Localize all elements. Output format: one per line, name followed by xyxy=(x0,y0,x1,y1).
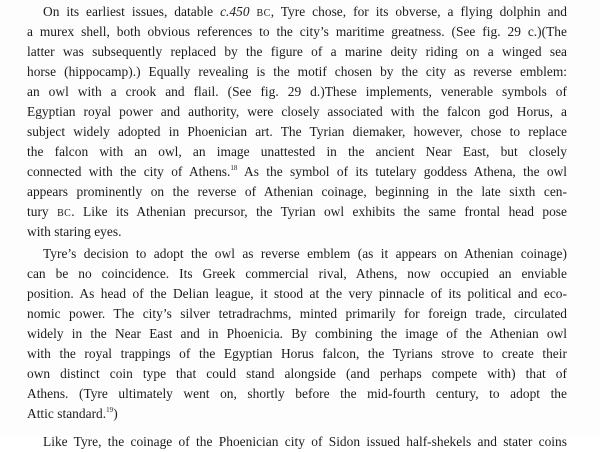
text-line: appears prominently on the reverse of Athenian coinage, beginning in the late sixth cen- xyxy=(27,184,567,199)
text-line: widely in the Near East and in Phoenicia. By combining the image of the Athenian owl xyxy=(27,326,567,341)
text-line: with staring eyes. xyxy=(27,224,122,239)
text-line: with the royal trappings of the Egyptian Horus falcon, the Tyrians strove to create their xyxy=(27,346,567,361)
footnote-marker: 19 xyxy=(106,406,114,414)
text-line: latter was subsequently replaced by the figure of a marine deity riding on a winged sea xyxy=(27,44,567,59)
text-line: On its earliest issues, datable c.450 BC, Tyre chose, for its obverse, a flying dolphin and xyxy=(43,4,567,19)
text-line: position. As head of the Delian league, it stood at the very pinnacle of its political and eco- xyxy=(27,286,567,301)
text-line: the falcon with an owl, an image unattested in the ancient Near East, but closely xyxy=(27,144,567,159)
text-line: own distinct coin type that could stand alongside (and perhaps compete with) that of xyxy=(27,366,567,381)
text-line: Like Tyre, the coinage of the Phoenician city of Sidon issued half-shekels and stater coins xyxy=(43,434,567,449)
text-line: subject widely adopted in Phoenician art. The Tyrian diemaker, however, chose to replace xyxy=(27,124,567,139)
text-line: Athens. (Tyre ultimately went on, shortly before the mid-fourth century, to adopt the xyxy=(27,386,567,401)
cutoff-line xyxy=(0,428,600,449)
text-line: an owl with a crook and flail. (See fig. 29 d.)These implements, venerable symbols of xyxy=(27,84,567,99)
text-line: Egyptian royal power and authority, were closely associated with the falcon god Horus, a xyxy=(27,104,567,119)
text-line: connected with the city of Athens.$^{18}$ As the symbol of its tutelary goddess Athena, the owl xyxy=(27,164,567,179)
footnote-marker: 18 xyxy=(230,164,238,172)
text-line: Tyre’s decision to adopt the owl as reverse emblem (as it appears on Athenian coinage) xyxy=(43,246,567,261)
text-line: horse (hippocamp).) Equally revealing is the motif chosen by the city as reverse emblem: xyxy=(27,64,567,79)
text-line: tury BC. Like its Athenian precursor, the Tyrian owl exhibits the same frontal head pose xyxy=(27,204,567,219)
text-line: can be no coincidence. Its Greek commercial rival, Athens, now occupied an enviable xyxy=(27,266,567,281)
text-line: nomic power. The city’s silver tetradrachms, minted primarily for foreign trade, circulated xyxy=(27,306,567,321)
text-line: a murex shell, both obvious references to the city’s maritime greatness. (See fig. 29 c.)(The xyxy=(27,24,567,39)
text-line: Attic standard.$^{19}$) xyxy=(27,406,118,421)
